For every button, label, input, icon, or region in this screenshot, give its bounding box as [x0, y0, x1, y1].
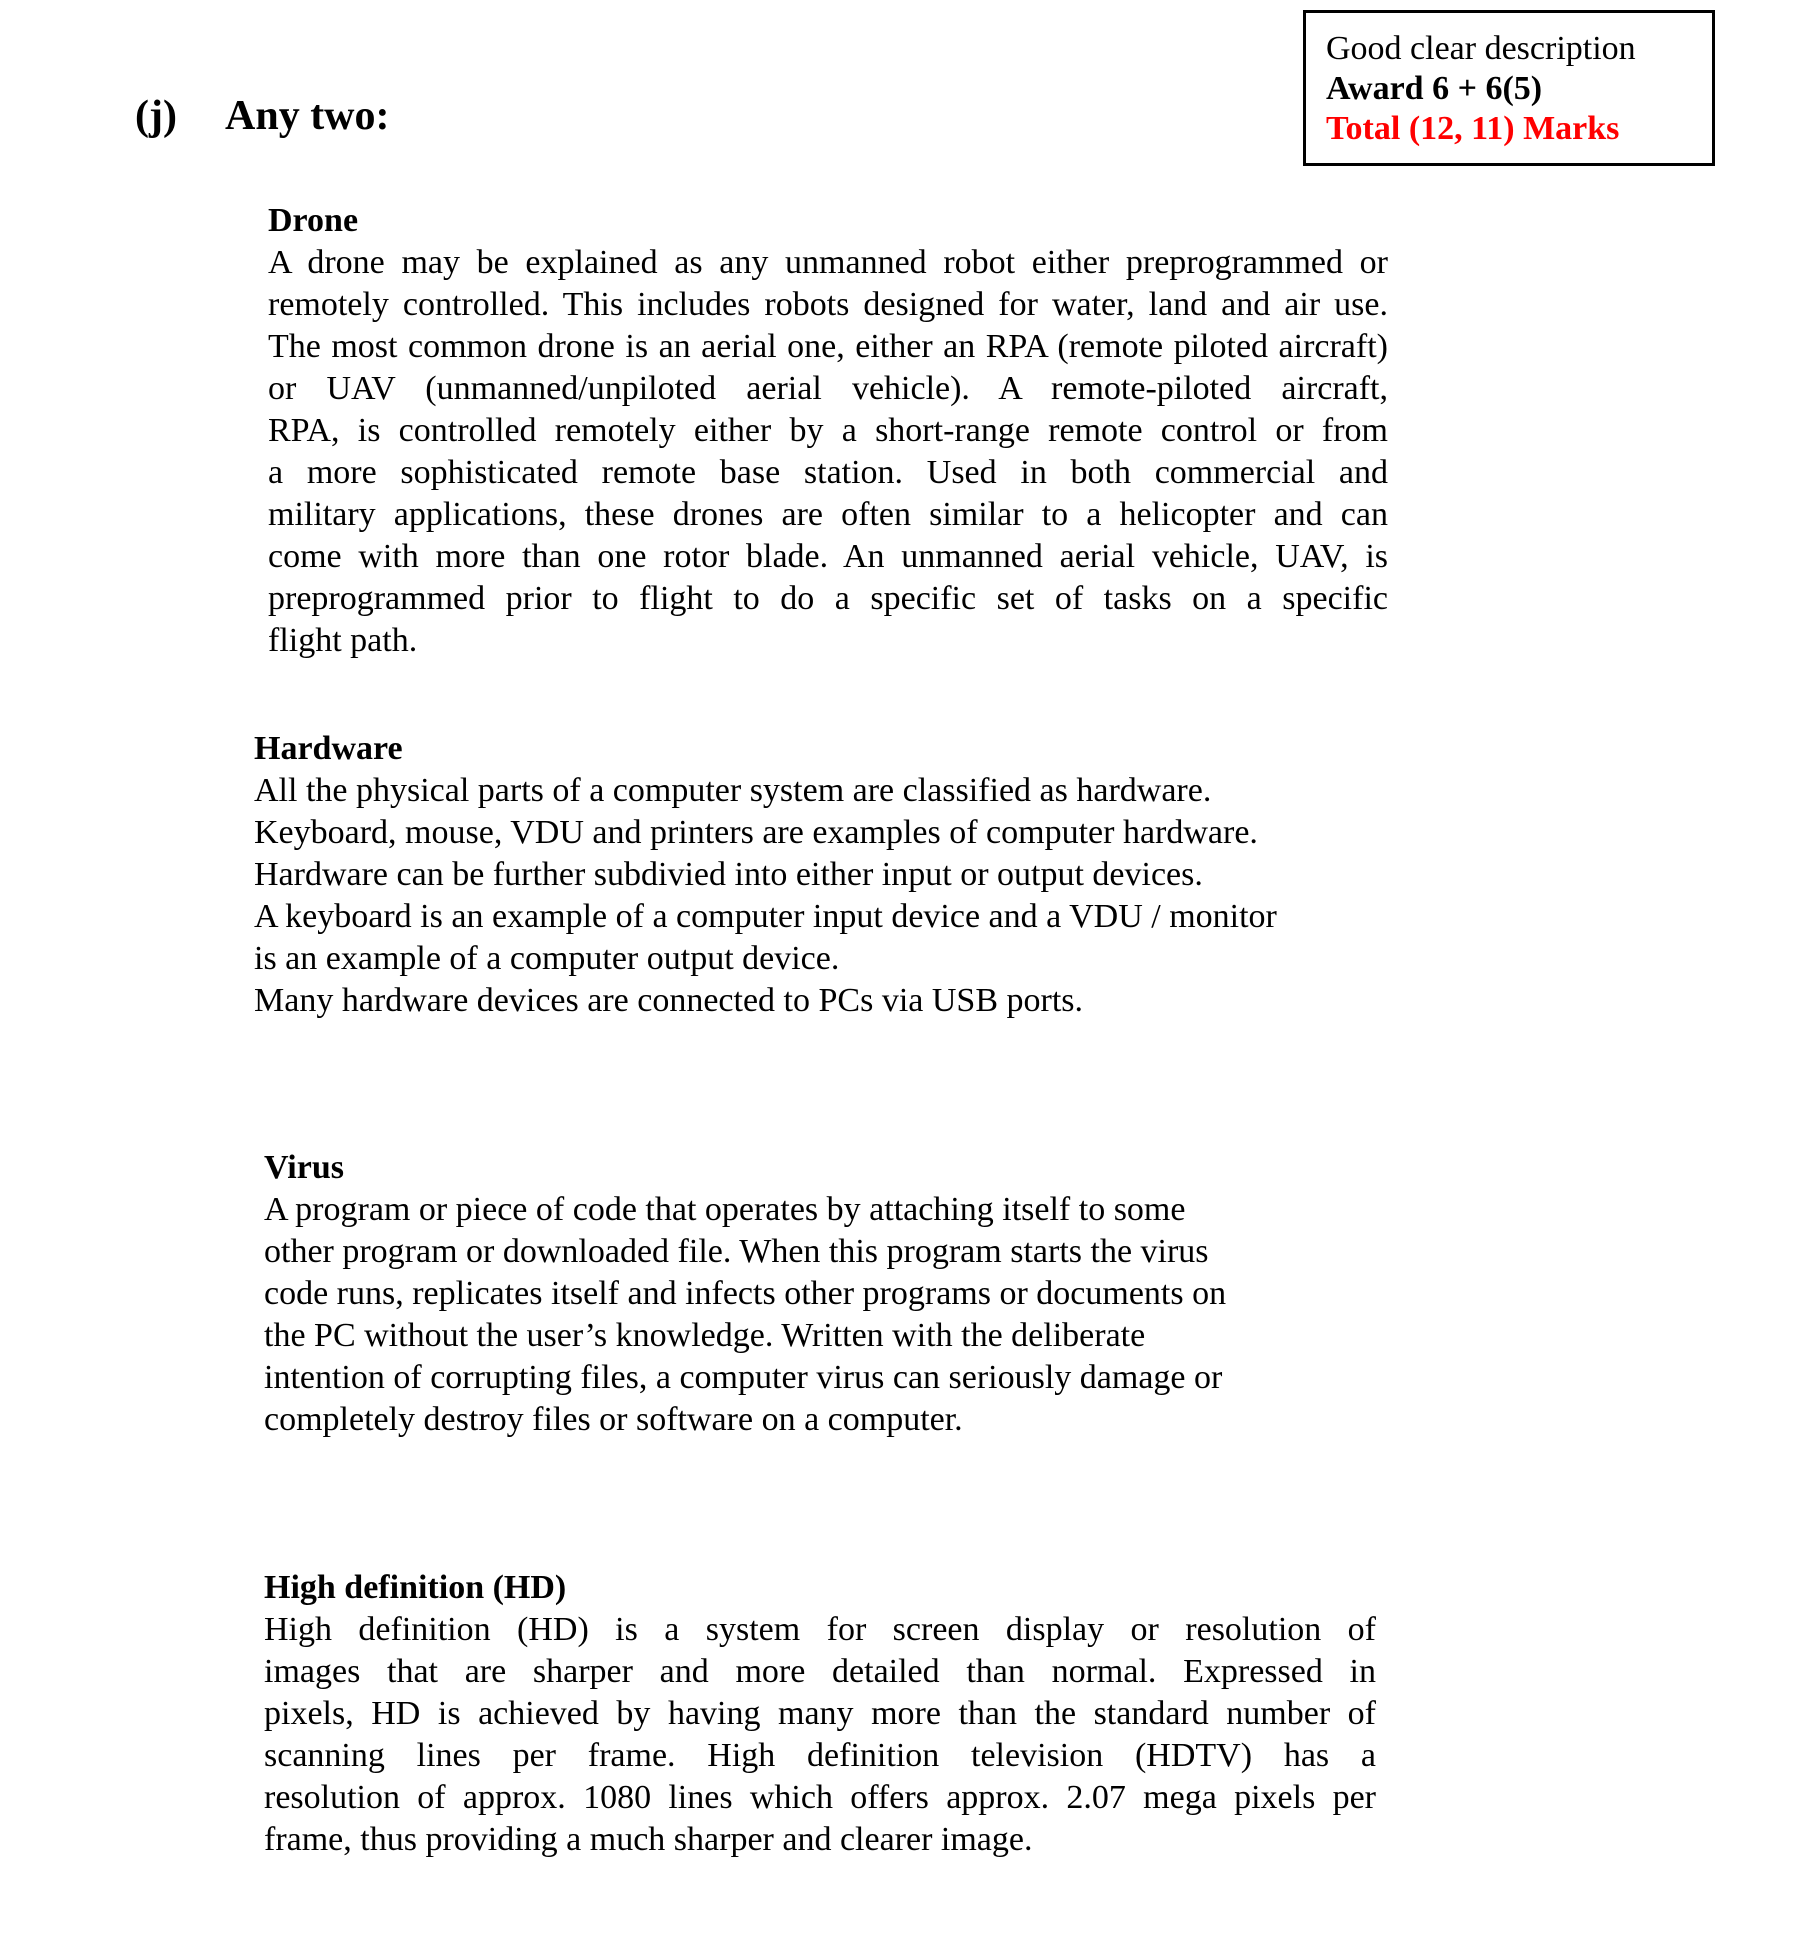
marks-box-total: Total (12, 11) Marks — [1326, 110, 1620, 147]
section-body — [264, 1609, 1376, 1861]
text-line: intention of corrupting files, a computer virus can seriously damage or — [264, 1359, 1223, 1396]
text-line: is an example of a computer output device. — [254, 940, 840, 977]
text-line: pixels, HD is achieved by having many more than the standard number of — [264, 1695, 1376, 1732]
question-label: (j) — [135, 93, 177, 139]
text-line: resolution of approx. 1080 lines which offers approx. 2.07 mega pixels per — [264, 1779, 1376, 1816]
section-title: Virus — [264, 1149, 344, 1186]
question-title: Any two: — [225, 93, 390, 139]
text-line: RPA, is controlled remotely either by a short-range remote control or from — [268, 412, 1388, 449]
section-title: High definition (HD) — [264, 1569, 567, 1606]
text-line: A program or piece of code that operates by attaching itself to some — [264, 1191, 1186, 1228]
text-line: the PC without the user’s knowledge. Written with the deliberate — [264, 1317, 1146, 1354]
text-line: Many hardware devices are connected to PCs via USB ports. — [254, 982, 1083, 1019]
question-heading — [135, 92, 390, 140]
section-hd — [264, 1567, 1376, 1861]
section-title: Drone — [268, 202, 359, 239]
section-virus — [264, 1147, 1344, 1441]
text-line: come with more than one rotor blade. An unmanned aerial vehicle, UAV, is — [268, 538, 1388, 575]
text-line: images that are sharper and more detailed than normal. Expressed in — [264, 1653, 1376, 1690]
section-body — [264, 1189, 1344, 1441]
text-line: or UAV (unmanned/unpiloted aerial vehicle). A remote-piloted aircraft, — [268, 370, 1388, 407]
text-line: A drone may be explained as any unmanned robot either preprogrammed or — [268, 244, 1388, 281]
text-line: A keyboard is an example of a computer input device and a VDU / monitor — [254, 898, 1277, 935]
text-line: preprogrammed prior to flight to do a specific set of tasks on a specific — [268, 580, 1388, 617]
text-line: remotely controlled. This includes robots designed for water, land and air use. — [268, 286, 1388, 323]
section-hardware — [254, 728, 1394, 1022]
text-line: All the physical parts of a computer system are classified as hardware. — [254, 772, 1212, 809]
text-line: High definition (HD) is a system for screen display or resolution of — [264, 1611, 1376, 1648]
section-drone — [268, 200, 1388, 662]
section-body — [268, 242, 1388, 662]
text-line: flight path. — [268, 622, 418, 659]
section-body — [254, 770, 1394, 1022]
text-line: Keyboard, mouse, VDU and printers are examples of computer hardware. — [254, 814, 1258, 851]
text-line: Hardware can be further subdivied into either input or output devices. — [254, 856, 1203, 893]
marks-box-award: Award 6 + 6(5) — [1326, 70, 1543, 107]
text-line: code runs, replicates itself and infects other programs or documents on — [264, 1275, 1227, 1312]
text-line: a more sophisticated remote base station. Used in both commercial and — [268, 454, 1388, 491]
text-line: other program or downloaded file. When this program starts the virus — [264, 1233, 1209, 1270]
section-title: Hardware — [254, 730, 403, 767]
marks-box — [1303, 10, 1715, 166]
text-line: The most common drone is an aerial one, either an RPA (remote piloted aircraft) — [268, 328, 1388, 365]
text-line: frame, thus providing a much sharper and clearer image. — [264, 1821, 1033, 1858]
text-line: scanning lines per frame. High definition television (HDTV) has a — [264, 1737, 1376, 1774]
text-line: completely destroy files or software on a computer. — [264, 1401, 963, 1438]
text-line: military applications, these drones are often similar to a helicopter and can — [268, 496, 1388, 533]
marks-box-description: Good clear description — [1326, 30, 1636, 67]
